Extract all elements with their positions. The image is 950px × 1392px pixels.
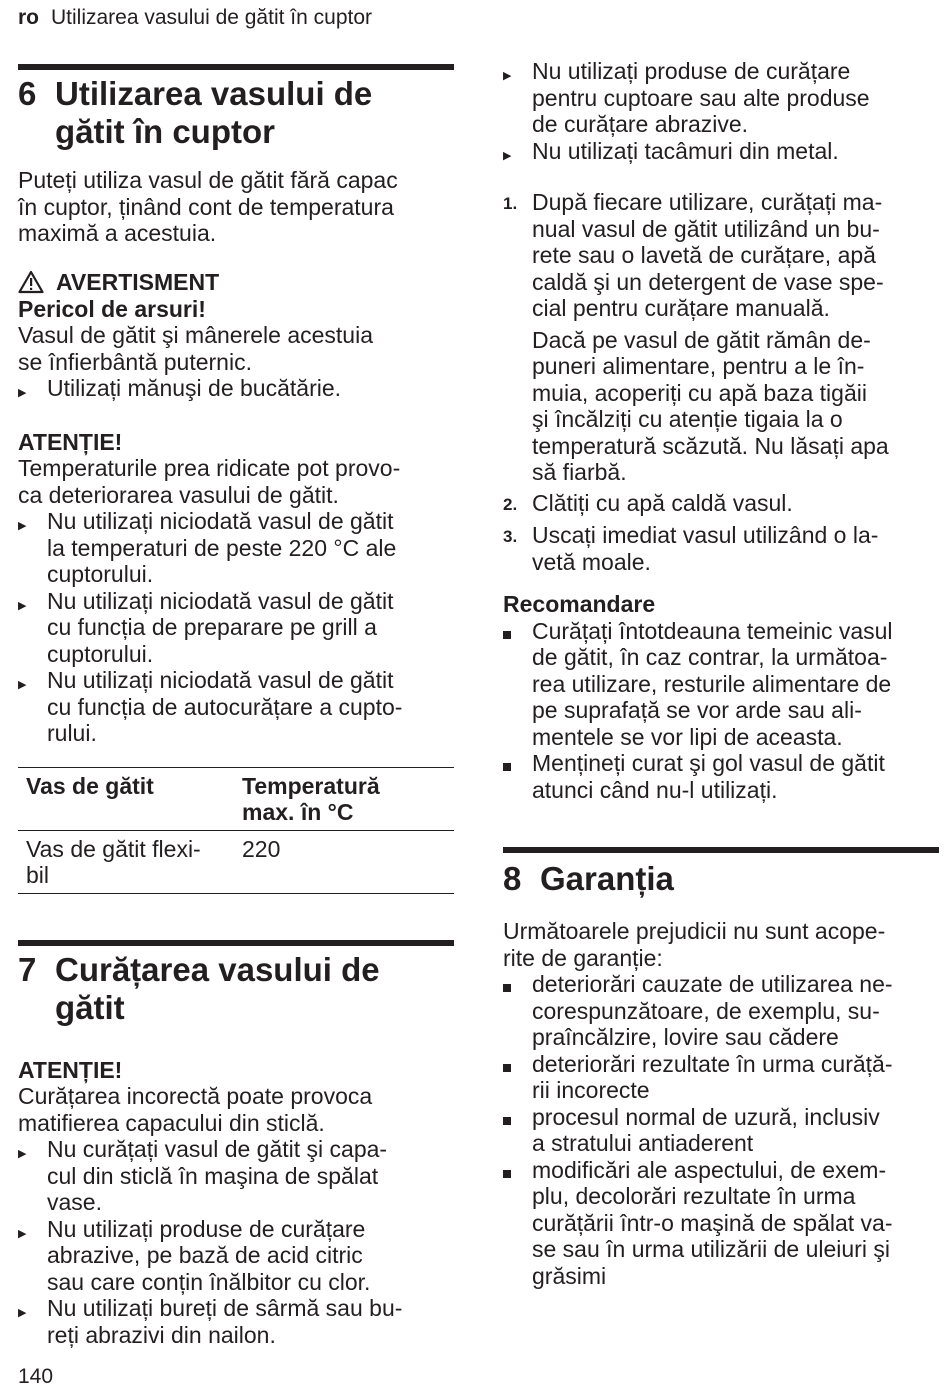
list-item (18, 1216, 454, 1296)
language-code: ro (18, 6, 39, 29)
step-text: nual vasul de gătit utilizând un bu- (532, 215, 880, 242)
list-item-text: reți abrazivi din nailon. (47, 1321, 276, 1348)
table-cell (18, 830, 234, 893)
square-bullet-icon (503, 1064, 511, 1072)
step-text: Dacă pe vasul de gătit rămân de- (532, 326, 871, 353)
section-title-line: Garanția (540, 860, 674, 897)
list-item-text: la temperaturi de peste 220 °C ale (47, 534, 397, 561)
temperature-table (18, 767, 454, 894)
table-header-row (18, 767, 454, 830)
list-item-text: Nu utilizați produse de curățare (532, 58, 851, 84)
list-item-text: Nu curățați vasul de gătit şi capa- (47, 1136, 388, 1162)
section-8-rule (503, 847, 939, 853)
triangle-bullet-icon: ▶ (18, 1227, 27, 1240)
step-text: să fiarbă. (532, 459, 627, 485)
caution-label: ATENȚIE! (18, 1056, 123, 1083)
triangle-bullet-icon: ▶ (18, 1307, 27, 1319)
paragraph-line: Puteți utiliza vasul de gătit fără capac (18, 167, 398, 193)
cell-line: Vas de gătit flexi- (26, 835, 201, 862)
page-number: 140 (18, 1365, 54, 1388)
table-row (18, 830, 454, 893)
list-item-text: se sau în urma utilizării de uleiuri şi (532, 1236, 890, 1262)
triangle-bullet-icon: ▶ (18, 1148, 27, 1160)
cleaning-steps (503, 189, 939, 575)
list-item (18, 1295, 454, 1348)
paragraph-line: matifierea capacului din sticlă. (18, 1109, 325, 1136)
section-8-body (503, 918, 939, 1289)
list-item-text: de curățare abrazive. (532, 111, 749, 137)
step-text: cial pentru curățare manuală. (532, 295, 830, 321)
list-item-text: rii incorecte (532, 1077, 650, 1103)
table-header-cell (234, 767, 454, 830)
list-item-text: Nu utilizați niciodată vasul de gătit (47, 508, 394, 534)
step-text: caldă şi un detergent de vase spe- (532, 268, 884, 295)
section-7-heading (18, 951, 454, 1027)
step-text: rete sau o lavetă de curățare, apă (532, 242, 876, 268)
list-item-text: mentele se vor lipi de aceasta. (532, 723, 843, 750)
list-item-text: Utilizați mănuşi de bucătărie. (47, 375, 342, 401)
section-6-rule (18, 64, 454, 70)
list-item-text: praîncălzire, lovire sau cădere (532, 1024, 839, 1050)
caution-continued (503, 58, 939, 169)
header-line: Temperatură (242, 772, 380, 799)
list-item-text: Nu utilizați bureți de sârmă sau bu- (47, 1295, 403, 1321)
step-number: 2. (503, 494, 518, 514)
list-item-text: a stratului antiaderent (532, 1130, 754, 1156)
paragraph-line: Curățarea incorectă poate provoca (18, 1083, 373, 1109)
left-column (18, 0, 454, 1348)
section-title-line: Curățarea vasului de (55, 950, 380, 988)
section-6-heading (18, 75, 454, 151)
cell-line: bil (26, 862, 50, 888)
step-item (503, 490, 939, 519)
paragraph-line: Vasul de gătit şi mânerele acestuia (18, 322, 373, 348)
square-bullet-icon (503, 763, 511, 771)
running-title: Utilizarea vasului de gătit în cuptor (51, 6, 372, 29)
warning-heading (18, 269, 454, 296)
paragraph-line: ca deteriorarea vasului de gătit. (18, 481, 339, 508)
triangle-bullet-icon: ▶ (18, 387, 27, 399)
triangle-bullet-icon: ▶ (503, 149, 512, 162)
list-item-text: Nu utilizați niciodată vasul de gătit (47, 587, 394, 614)
caution-label: ATENȚIE! (18, 428, 123, 455)
list-item-text: cu funcția de autocurățare a cupto- (47, 693, 403, 720)
list-item-text: Nu utilizați niciodată vasul de gătit (47, 667, 394, 693)
list-item-text: cuptorului. (47, 561, 154, 587)
list-item (503, 138, 939, 170)
list-item (18, 508, 454, 588)
section-title-line: gătit în cuptor (55, 113, 275, 150)
list-item-text: curățării într-o maşină de spălat va- (532, 1209, 893, 1236)
caution-block (18, 1057, 454, 1349)
paragraph-line: se înfierbântă puternic. (18, 348, 252, 375)
list-item-text: cuptorului. (47, 640, 154, 667)
list-item-text: pe suprafață se vor arde sau ali- (532, 697, 862, 723)
step-number: 1. (503, 194, 518, 213)
section-title-line: Utilizarea vasului de (55, 75, 373, 112)
step-text: Uscați imediat vasul utilizând o la- (532, 522, 879, 548)
square-bullet-icon (503, 1117, 511, 1125)
list-item-text: atunci când nu-l utilizați. (532, 776, 778, 803)
list-item-text: modificări ale aspectului, de exem- (532, 1156, 887, 1183)
list-item-text: deteriorări rezultate în urma curăță- (532, 1050, 893, 1077)
table-header-cell: Vas de gătit (18, 767, 234, 830)
list-item (503, 58, 939, 138)
list-item (503, 618, 939, 751)
square-bullet-icon (503, 984, 511, 992)
list-item-text: rului. (47, 720, 97, 746)
square-bullet-icon (503, 1170, 511, 1178)
list-item-text: cu funcția de preparare pe grill a (47, 614, 377, 640)
triangle-bullet-icon: ▶ (18, 679, 27, 691)
list-item-text: pentru cuptoare sau alte produse (532, 84, 870, 111)
triangle-bullet-icon: ▶ (503, 70, 512, 82)
list-item-text: Nu utilizați produse de curățare (47, 1215, 366, 1242)
list-item-text: deteriorări cauzate de utilizarea ne- (532, 971, 893, 997)
list-item-text: cul din sticlă în maşina de spălat (47, 1162, 379, 1189)
list-item (503, 971, 939, 1051)
list-item-text: abrazive, pe bază de acid citric (47, 1242, 363, 1268)
step-number: 3. (503, 527, 518, 546)
list-item-text: plu, decolorări rezultate în urma (532, 1183, 856, 1209)
step-text: şi încălziți cu atenție tigaia la o (532, 406, 843, 432)
list-item (18, 1136, 454, 1216)
paragraph-line: maximă a acestuia. (18, 220, 217, 246)
section-number: 7 (18, 950, 37, 988)
square-bullet-icon (503, 631, 511, 639)
warning-triangle-icon (18, 270, 44, 294)
step-text: vetă moale. (532, 548, 651, 575)
section-6-intro (18, 167, 454, 247)
list-item (503, 1157, 939, 1290)
recommendation-label: Recomandare (503, 591, 656, 617)
list-item-text: vase. (47, 1189, 102, 1215)
step-text: După fiecare utilizare, curățați ma- (532, 189, 883, 215)
triangle-bullet-icon: ▶ (18, 520, 27, 532)
list-item-text: rea utilizare, resturile alimentare de (532, 670, 892, 697)
list-item (18, 375, 454, 407)
paragraph-line: în cuptor, ținând cont de temperatura (18, 193, 394, 220)
section-title-line: gătit (55, 988, 125, 1026)
list-item (18, 667, 454, 747)
recommendation-block (503, 591, 939, 803)
list-item (503, 1104, 939, 1157)
paragraph-line: Următoarele prejudicii nu sunt acope- (503, 918, 886, 944)
header-line: max. în °C (242, 799, 354, 825)
step-item (503, 522, 939, 575)
list-item-text: procesul normal de uzură, inclusiv (532, 1103, 880, 1130)
list-item-text: Curățați întotdeauna temeinic vasul (532, 617, 893, 644)
step-item (503, 189, 939, 322)
list-item (503, 1051, 939, 1104)
list-item-text: Mențineți curat şi gol vasul de gătit (532, 750, 885, 776)
right-column (503, 0, 939, 1289)
step-text: muia, acoperiți cu apă baza tigăii (532, 379, 867, 406)
list-item (503, 750, 939, 803)
list-item (18, 588, 454, 668)
list-item-text: grăsimi (532, 1262, 607, 1289)
list-item-text: de gătit, în caz contrar, la următoa- (532, 644, 888, 670)
triangle-bullet-icon: ▶ (18, 599, 27, 612)
warning-label: AVERTISMENT (56, 268, 220, 295)
step-note (503, 327, 939, 486)
paragraph-line: rite de garanție: (503, 944, 663, 971)
step-text: temperatură scăzută. Nu lăsați apa (532, 432, 889, 459)
section-number: 8 (503, 860, 522, 897)
list-item-text: corespunzătoare, de exemplu, su- (532, 997, 880, 1024)
warning-block (18, 269, 454, 407)
table-cell: 220 (234, 830, 454, 893)
list-item-text: sau care conțin înălbitor cu clor. (47, 1268, 371, 1295)
caution-block (18, 429, 454, 747)
step-text: puneri alimentare, pentru a le în- (532, 353, 865, 379)
step-text: Clătiți cu apă caldă vasul. (532, 489, 793, 516)
section-8-heading (503, 860, 939, 898)
section-number: 6 (18, 75, 37, 112)
paragraph-line: Temperaturile prea ridicate pot provo- (18, 455, 401, 481)
warning-subtitle: Pericol de arsuri! (18, 295, 206, 322)
section-7-rule (18, 940, 454, 946)
list-item-text: Nu utilizați tacâmuri din metal. (532, 137, 839, 164)
